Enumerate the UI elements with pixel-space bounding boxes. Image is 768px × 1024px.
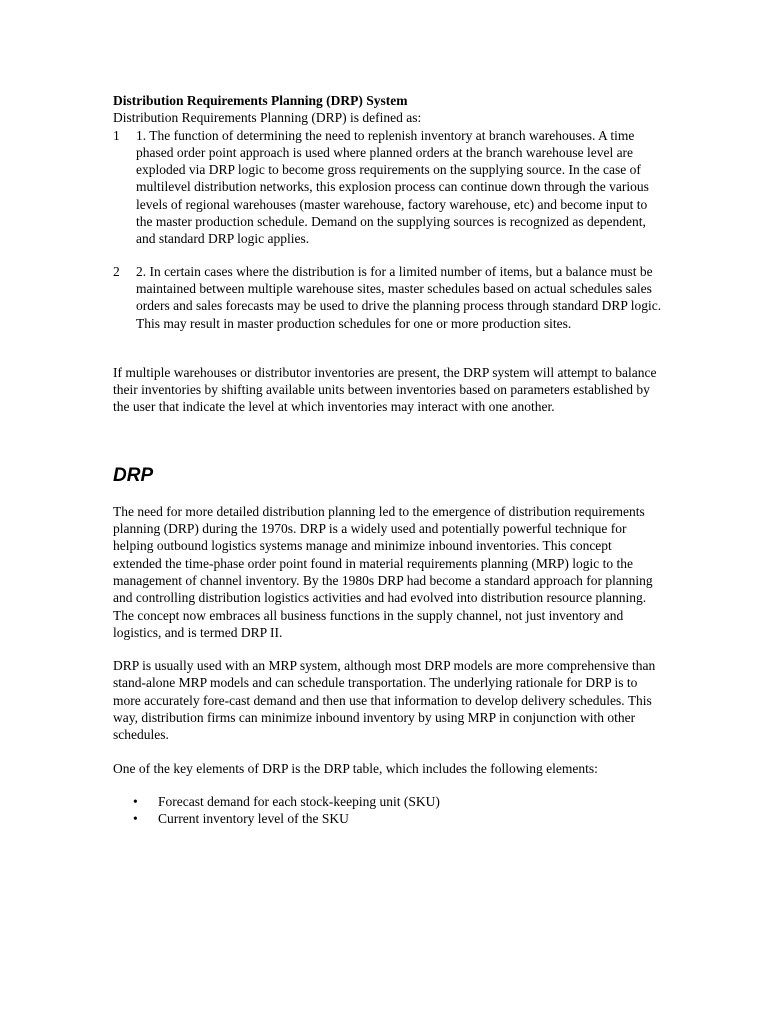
body-paragraph: One of the key elements of DRP is the DRP table, which includes the following elements: xyxy=(113,760,598,776)
list-item-text: Forecast demand for each stock-keeping unit (SKU) xyxy=(158,793,440,809)
document-page xyxy=(113,92,663,828)
definition-number: 2 xyxy=(113,263,120,279)
list-item-text: Current inventory level of the SKU xyxy=(158,811,349,827)
body-paragraph: DRP is usually used with an MRP system, although most DRP models are more comprehensive than stand-alone MRP models and can schedule transportation. The underlying rationale for DRP is to more accurately fore-cast demand and then use that information to develop delivery schedules. This way, distribution firms can minimize inbound inventory by using MRP in conjunction with other schedules. xyxy=(113,658,656,743)
definition-text: 1. The function of determining the need to replenish inventory at branch warehouses. A time phased order point approach is used where planned orders at the branch warehouse level are exploded via DRP logic to become gross requirements on the supplying source. In the case of multilevel distribution networks, this explosion process can continue down through the various levels of regional warehouses (master warehouse, factory warehouse, etc) and become input to the master production schedule. Demand on the supplying sources is recognized as dependent, and standard DRP logic applies. xyxy=(136,127,649,247)
definition-text: 2. In certain cases where the distribution is for a limited number of items, but a balance must be maintained between multiple warehouse sites, master schedules based on actual schedules sales orders and sales forecasts may be used to drive the planning process through standard DRP logic. This may result in master production schedules for one or more production sites. xyxy=(136,263,662,331)
body-paragraph: The need for more detailed distribution planning led to the emergence of distribution requirements planning (DRP) during the 1970s. DRP is a widely used and potentially powerful technique for helping outbound logistics systems manage and minimize inbound inventories. This concept extended the time-phase order point found in material requirements planning (MRP) logic to the management of channel inventory. By the 1980s DRP had become a standard approach for planning and controlling distribution logistics activities and had evolved into distribution resource planning. The concept now embraces all business functions in the supply channel, not just inventory and logistics, and is termed DRP II. xyxy=(113,503,653,640)
definition-number: 1 xyxy=(113,127,120,143)
spacer xyxy=(113,416,663,465)
spacer xyxy=(113,487,663,503)
definition-item-2 xyxy=(113,263,663,332)
definition-intro: Distribution Requirements Planning (DRP) is defined as: xyxy=(113,110,422,126)
list-item xyxy=(113,810,663,827)
spacer xyxy=(113,248,663,263)
spacer xyxy=(113,744,663,760)
list-item xyxy=(113,793,663,810)
definition-item-1 xyxy=(113,127,663,248)
spacer xyxy=(113,641,663,657)
elements-list xyxy=(113,793,663,828)
bullet-icon: • xyxy=(133,793,138,809)
warehouses-paragraph: If multiple warehouses or distributor inventories are present, the DRP system will attempt to balance their inventories by shifting available units between inventories based on parameters established by the user that indicate the level at which inventories may interact with one another. xyxy=(113,364,657,415)
section-heading: DRP xyxy=(113,464,154,486)
document-title: Distribution Requirements Planning (DRP) System xyxy=(113,93,408,108)
spacer xyxy=(113,332,663,364)
bullet-icon: • xyxy=(133,811,138,827)
spacer xyxy=(113,777,663,793)
